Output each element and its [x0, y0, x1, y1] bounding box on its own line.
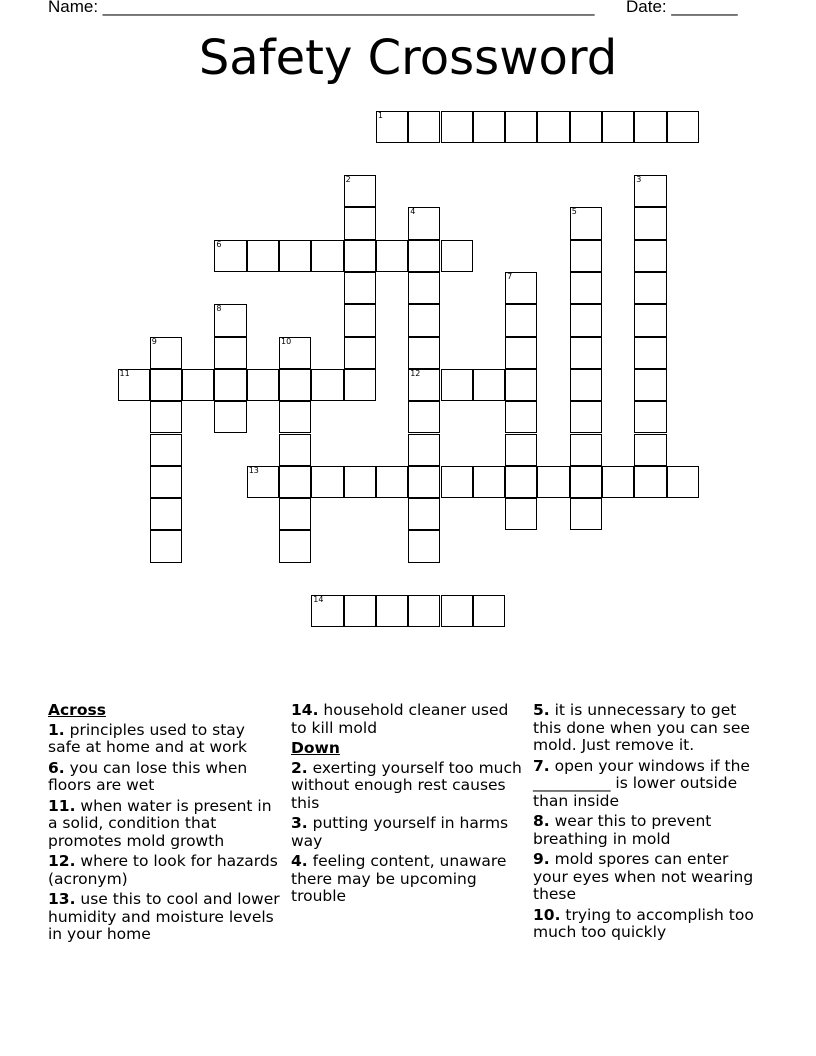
grid-cell[interactable] — [376, 595, 408, 627]
grid-cell[interactable] — [634, 272, 666, 304]
grid-cell[interactable] — [570, 369, 602, 401]
grid-cell[interactable] — [634, 369, 666, 401]
grid-cell[interactable] — [150, 498, 182, 530]
grid-cell[interactable] — [505, 401, 537, 433]
grid-cell[interactable] — [150, 530, 182, 562]
grid-cell[interactable] — [505, 111, 537, 143]
name-field[interactable]: Name: ____________________________________________________ — [48, 0, 595, 16]
grid-cell[interactable] — [150, 369, 182, 401]
grid-cell[interactable] — [408, 337, 440, 369]
clue-number: 1 — [377, 110, 383, 120]
grid-cell[interactable] — [344, 175, 376, 207]
grid-cell[interactable] — [150, 337, 182, 369]
grid-cell[interactable] — [344, 369, 376, 401]
grid-cell[interactable] — [214, 240, 246, 272]
grid-cell[interactable] — [570, 207, 602, 239]
clue-number: 4 — [410, 207, 416, 217]
grid-cell[interactable] — [311, 369, 343, 401]
grid-cell[interactable] — [247, 240, 279, 272]
grid-cell[interactable] — [279, 240, 311, 272]
grid-cell[interactable] — [408, 304, 440, 336]
grid-cell[interactable] — [214, 337, 246, 369]
clue-down-3: 3. putting yourself in harms way — [291, 814, 509, 850]
clue-down-2: 2. exerting yourself too much without enough rest causes this — [291, 758, 522, 812]
grid-cell[interactable] — [279, 466, 311, 498]
grid-cell[interactable] — [570, 498, 602, 530]
grid-cell[interactable] — [473, 595, 505, 627]
grid-cell[interactable] — [376, 466, 408, 498]
grid-cell[interactable] — [505, 498, 537, 530]
grid-cell[interactable] — [279, 369, 311, 401]
clue-number: 6 — [216, 239, 222, 249]
grid-cell[interactable] — [247, 369, 279, 401]
grid-cell[interactable] — [344, 466, 376, 498]
grid-cell[interactable] — [505, 369, 537, 401]
grid-cell[interactable] — [279, 434, 311, 466]
grid-cell[interactable] — [408, 240, 440, 272]
grid-cell[interactable] — [344, 304, 376, 336]
grid-cell[interactable] — [570, 304, 602, 336]
across-heading: Across — [48, 701, 106, 719]
grid-cell[interactable] — [408, 466, 440, 498]
clues-column-2 — [291, 702, 523, 909]
clue-down-7: 7. open your windows if the __________ is lower outside than inside — [533, 756, 750, 810]
grid-cell[interactable] — [279, 337, 311, 369]
grid-cell[interactable] — [634, 175, 666, 207]
grid-cell[interactable] — [214, 304, 246, 336]
grid-cell[interactable] — [537, 466, 569, 498]
clue-number: 13 — [248, 465, 259, 475]
grid-cell[interactable] — [441, 595, 473, 627]
grid-cell[interactable] — [150, 434, 182, 466]
grid-cell[interactable] — [537, 111, 569, 143]
page-title: Safety Crossword — [198, 30, 618, 86]
clue-across-12: 12. where to look for hazards (acronym) — [48, 852, 278, 888]
clue-down-4: 4. feeling content, unaware there may be upcoming trouble — [291, 852, 507, 905]
grid-cell[interactable] — [408, 369, 440, 401]
grid-cell[interactable] — [408, 595, 440, 627]
grid-cell[interactable] — [311, 466, 343, 498]
grid-cell[interactable] — [344, 595, 376, 627]
grid-cell[interactable] — [279, 530, 311, 562]
grid-cell[interactable] — [505, 434, 537, 466]
grid-cell[interactable] — [505, 466, 537, 498]
grid-cell[interactable] — [408, 434, 440, 466]
grid-cell[interactable] — [408, 207, 440, 239]
grid-cell[interactable] — [570, 240, 602, 272]
grid-cell[interactable] — [473, 111, 505, 143]
grid-cell[interactable] — [311, 595, 343, 627]
clue-across-6: 6. you can lose this when floors are wet — [48, 758, 248, 794]
grid-cell[interactable] — [505, 337, 537, 369]
grid-cell[interactable] — [376, 240, 408, 272]
grid-cell[interactable] — [505, 304, 537, 336]
grid-cell[interactable] — [667, 466, 699, 498]
clue-down-9: 9. mold spores can enter your eyes when not wearing these — [533, 850, 754, 903]
clues-column-3 — [533, 702, 765, 945]
grid-cell[interactable] — [408, 498, 440, 530]
grid-cell[interactable] — [634, 240, 666, 272]
grid-cell[interactable] — [441, 240, 473, 272]
clue-across-1: 1. principles used to stay safe at home and at work — [48, 720, 247, 756]
grid-cell[interactable] — [150, 466, 182, 498]
grid-cell[interactable] — [408, 272, 440, 304]
clue-across-13: 13. use this to cool and lower humidity and moisture levels in your home — [48, 890, 280, 943]
grid-cell[interactable] — [634, 111, 666, 143]
grid-cell[interactable] — [634, 304, 666, 336]
grid-cell[interactable] — [634, 401, 666, 433]
grid-cell[interactable] — [441, 111, 473, 143]
clue-number: 3 — [636, 175, 642, 185]
grid-cell[interactable] — [118, 369, 150, 401]
clue-number: 5 — [571, 207, 577, 217]
grid-cell[interactable] — [214, 369, 246, 401]
grid-cell[interactable] — [214, 401, 246, 433]
clue-down-10: 10. trying to accomplish too much too quickly — [533, 905, 754, 941]
grid-cell[interactable] — [408, 111, 440, 143]
grid-cell[interactable] — [279, 498, 311, 530]
down-heading: Down — [291, 739, 340, 757]
grid-cell[interactable] — [505, 272, 537, 304]
grid-cell[interactable] — [634, 207, 666, 239]
grid-cell[interactable] — [441, 369, 473, 401]
clue-number: 14 — [313, 595, 324, 604]
grid-cell[interactable] — [602, 111, 634, 143]
grid-cell[interactable] — [344, 337, 376, 369]
grid-cell[interactable] — [634, 434, 666, 466]
clue-number: 8 — [216, 304, 222, 314]
clue-number: 2 — [345, 175, 351, 185]
grid-cell[interactable] — [473, 466, 505, 498]
grid-cell[interactable] — [667, 111, 699, 143]
grid-cell[interactable] — [570, 401, 602, 433]
grid-cell[interactable] — [344, 207, 376, 239]
grid-cell[interactable] — [570, 337, 602, 369]
grid-cell[interactable] — [570, 466, 602, 498]
grid-cell[interactable] — [376, 111, 408, 143]
grid-cell[interactable] — [182, 369, 214, 401]
grid-cell[interactable] — [247, 466, 279, 498]
grid-cell[interactable] — [570, 272, 602, 304]
grid-cell[interactable] — [634, 337, 666, 369]
clue-number: 7 — [507, 272, 513, 281]
grid-cell[interactable] — [311, 240, 343, 272]
clue-number: 12 — [410, 368, 421, 378]
grid-cell[interactable] — [344, 240, 376, 272]
clues-column-1 — [48, 702, 280, 947]
clue-number: 9 — [151, 336, 157, 346]
clue-across-14: 14. household cleaner used to kill mold — [291, 701, 509, 737]
grid-cell[interactable] — [570, 111, 602, 143]
clue-down-8: 8. wear this to prevent breathing in mold — [533, 812, 712, 848]
clue-number: 11 — [119, 368, 130, 378]
clue-down-5: 5. it is unnecessary to get this done when you can see mold. Just remove it. — [533, 701, 750, 754]
grid-cell[interactable] — [344, 272, 376, 304]
grid-cell[interactable] — [150, 401, 182, 433]
grid-cell[interactable] — [473, 369, 505, 401]
grid-cell[interactable] — [570, 434, 602, 466]
grid-cell[interactable] — [602, 466, 634, 498]
grid-cell[interactable] — [441, 466, 473, 498]
clue-across-11: 11. when water is present in a solid, condition that promotes mold growth — [48, 796, 272, 850]
grid-cell[interactable] — [408, 530, 440, 562]
grid-cell[interactable] — [634, 466, 666, 498]
grid-cell[interactable] — [279, 401, 311, 433]
date-field[interactable]: Date: _______ — [626, 0, 738, 16]
grid-cell[interactable] — [408, 401, 440, 433]
clue-number: 10 — [281, 336, 292, 346]
